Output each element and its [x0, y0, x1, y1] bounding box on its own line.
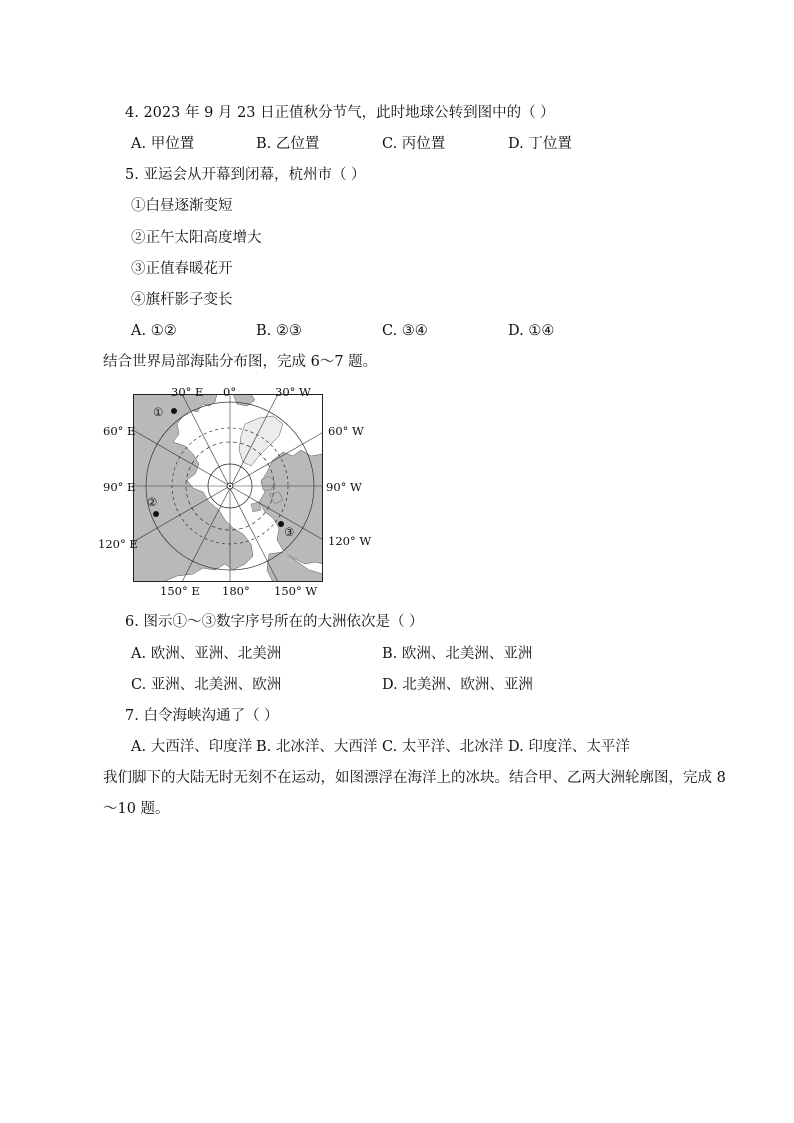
intro-6-7: 结合世界局部海陆分布图，完成 6～7 题。 — [103, 354, 378, 370]
q5-option-d: D. ①④ — [508, 323, 555, 339]
q4-option-a: A. 甲位置 — [131, 136, 195, 152]
q5-item-4: ④旗杆影子变长 — [131, 292, 233, 308]
q6-option-c: C. 亚洲、北美洲、欧洲 — [131, 677, 282, 693]
marker-1-dot — [171, 408, 177, 414]
q7-option-a: A. 大西洋、印度洋 — [131, 739, 253, 755]
q6-option-b: B. 欧洲、北美洲、亚洲 — [382, 646, 533, 662]
q6-stem: 6. 图示①～③数字序号所在的大洲依次是（ ） — [125, 614, 424, 630]
label-90e: 90° E — [103, 480, 136, 494]
q7-option-b: B. 北冰洋、大西洋 — [256, 739, 378, 755]
q5-option-b: B. ②③ — [256, 323, 302, 339]
north-pole-dot — [229, 485, 231, 487]
q7-stem: 7. 白令海峡沟通了（ ） — [125, 708, 279, 724]
q4-option-c: C. 丙位置 — [382, 136, 446, 152]
label-30e: 30° E — [171, 385, 204, 399]
label-30w: 30° W — [275, 385, 311, 399]
q5-stem: 5. 亚运会从开幕到闭幕，杭州市（ ） — [125, 167, 366, 183]
label-150w: 150° W — [274, 584, 318, 598]
q5-item-2: ②正午太阳高度增大 — [131, 230, 262, 246]
label-120e: 120° E — [98, 537, 138, 551]
q7-option-d: D. 印度洋、太平洋 — [508, 739, 630, 755]
q4-option-b: B. 乙位置 — [256, 136, 320, 152]
q7-option-c: C. 太平洋、北冰洋 — [382, 739, 504, 755]
arctic-map-svg — [133, 394, 323, 582]
marker-1-label: ① — [153, 405, 164, 419]
intro-8-10-line2: ～10 题。 — [103, 801, 170, 817]
label-60e: 60° E — [103, 424, 136, 438]
q6-option-d: D. 北美洲、欧洲、亚洲 — [382, 677, 533, 693]
marker-3-label: ③ — [284, 525, 295, 539]
arctic-map — [133, 394, 323, 582]
intro-8-10-line1: 我们脚下的大陆无时无刻不在运动，如图漂浮在海洋上的冰块。结合甲、乙两大洲轮廓图，完成 8 — [103, 770, 726, 786]
label-0: 0° — [223, 385, 237, 399]
q4-stem: 4. 2023 年 9 月 23 日正值秋分节气，此时地球公转到图中的（ ） — [125, 105, 555, 121]
marker-2-label: ② — [147, 495, 158, 509]
label-60w: 60° W — [328, 424, 364, 438]
marker-2-dot — [153, 511, 159, 517]
label-180: 180° — [222, 584, 250, 598]
q5-item-1: ①白昼逐渐变短 — [131, 198, 233, 214]
label-120w: 120° W — [328, 534, 372, 548]
q4-option-d: D. 丁位置 — [508, 136, 572, 152]
label-150e: 150° E — [160, 584, 200, 598]
q6-option-a: A. 欧洲、亚洲、北美洲 — [131, 646, 282, 662]
q5-option-c: C. ③④ — [382, 323, 428, 339]
q5-item-3: ③正值春暖花开 — [131, 261, 233, 277]
q5-option-a: A. ①② — [131, 323, 177, 339]
label-90w: 90° W — [326, 480, 362, 494]
